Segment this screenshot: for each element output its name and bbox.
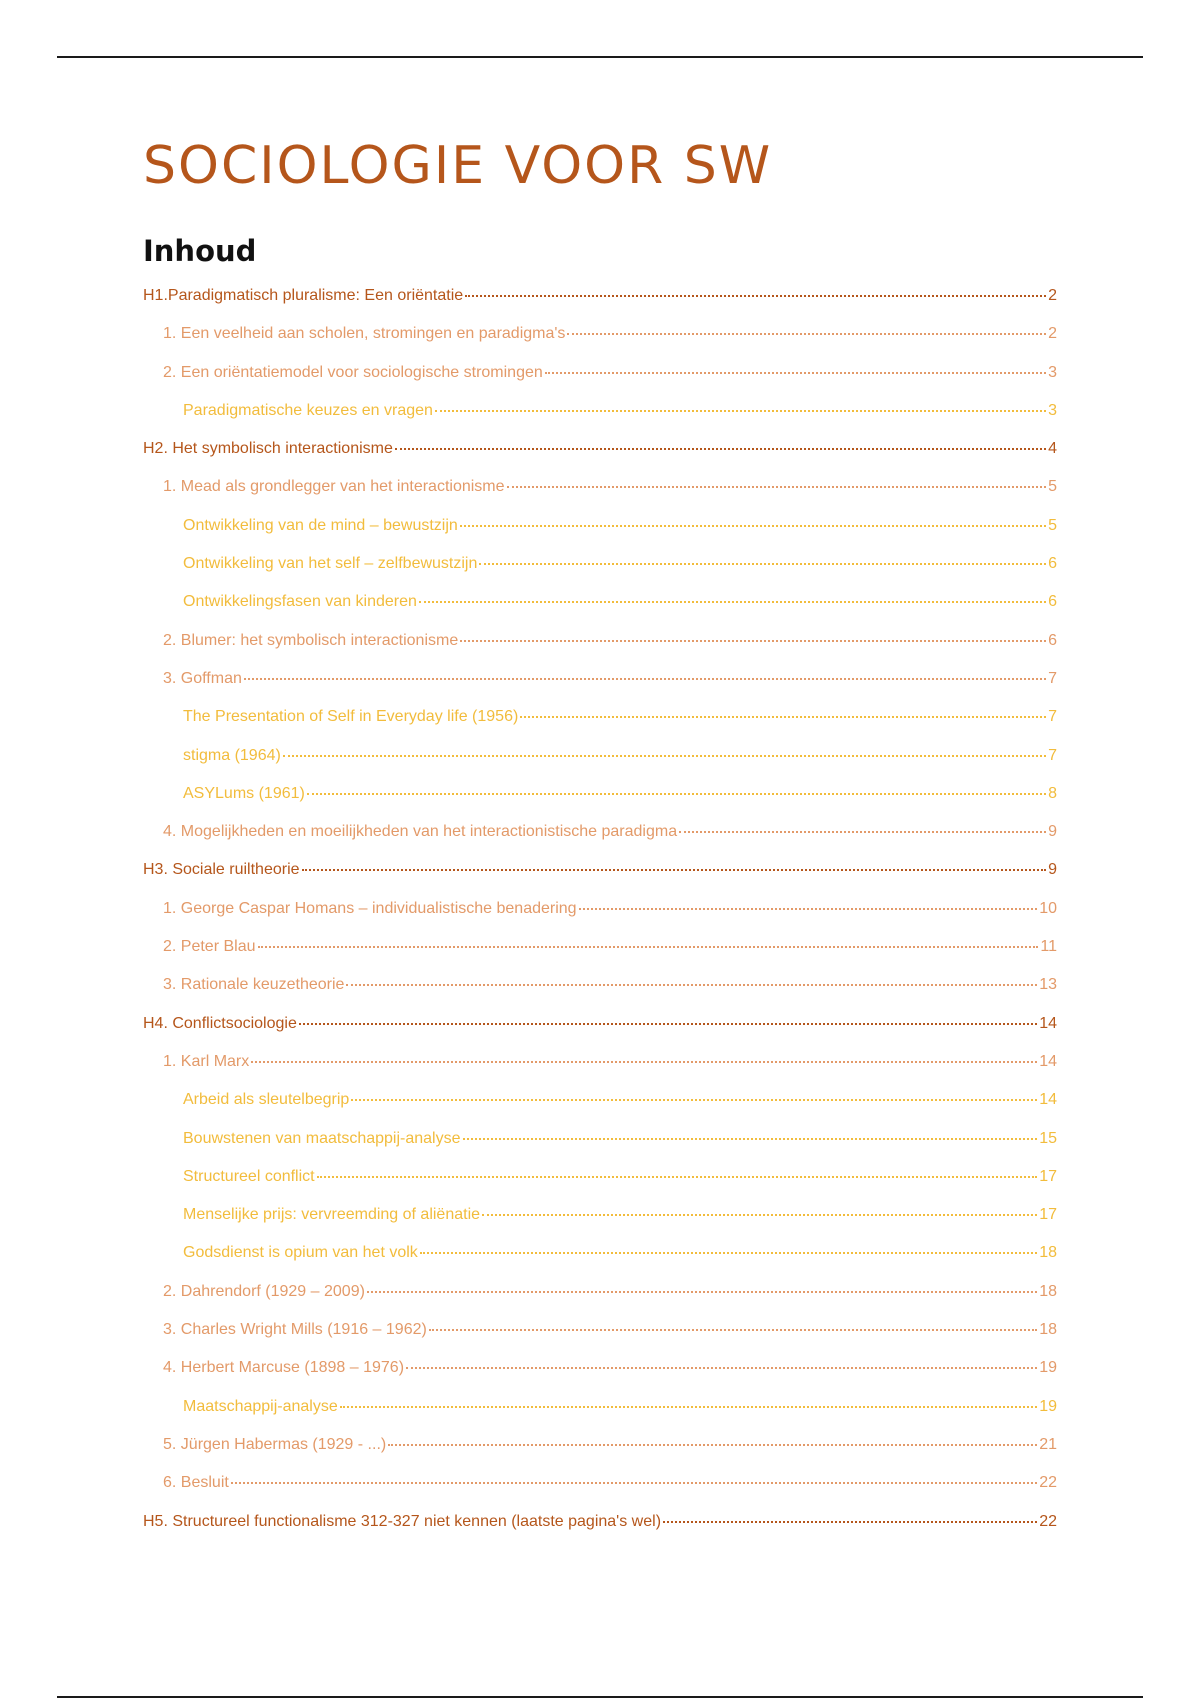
toc-entry[interactable] xyxy=(143,632,1057,670)
toc-entry-title: 1. George Caspar Homans – individualistische benadering xyxy=(163,899,577,917)
toc-entry-title: H4. Conflictsociologie xyxy=(143,1014,297,1032)
toc-dot-leader xyxy=(435,410,1046,412)
toc-entry-title: 1. Een veelheid aan scholen, stromingen en paradigma's xyxy=(163,325,566,343)
toc-dot-leader xyxy=(545,372,1046,374)
toc-entry-title: 1. Karl Marx xyxy=(163,1052,250,1070)
toc-entry-title: 4. Herbert Marcuse (1898 – 1976) xyxy=(163,1359,405,1377)
toc-dot-leader xyxy=(406,1367,1037,1369)
toc-page-number: 14 xyxy=(1039,1052,1057,1070)
toc-entry[interactable] xyxy=(143,1321,1057,1359)
toc-page-number: 17 xyxy=(1039,1167,1057,1185)
toc-dot-leader xyxy=(567,333,1046,335)
toc-page-number: 19 xyxy=(1039,1397,1057,1415)
toc-entry[interactable] xyxy=(143,287,1057,325)
toc-entry-title: ASYLums (1961) xyxy=(183,784,305,802)
toc-entry[interactable] xyxy=(143,1206,1057,1244)
toc-dot-leader xyxy=(507,486,1047,488)
toc-entry-title: 3. Rationale keuzetheorie xyxy=(163,976,345,994)
toc-page-number: 9 xyxy=(1048,861,1057,879)
toc-entry-title: stigma (1964) xyxy=(183,746,281,764)
toc-page-number: 13 xyxy=(1039,976,1057,994)
toc-dot-leader xyxy=(299,1023,1037,1025)
toc-entry-title: H1.Paradigmatisch pluralisme: Een oriëntatie xyxy=(143,287,464,304)
toc-page-number: 6 xyxy=(1048,593,1057,611)
toc-page-number: 5 xyxy=(1048,478,1057,496)
toc-dot-leader xyxy=(283,755,1046,757)
toc-dot-leader xyxy=(307,793,1046,795)
toc-dot-leader xyxy=(460,525,1046,527)
toc-dot-leader xyxy=(420,1252,1037,1254)
toc-page-number: 15 xyxy=(1039,1129,1057,1147)
toc-entry-title: 2. Blumer: het symbolisch interactionisme xyxy=(163,631,459,649)
toc-page-number: 18 xyxy=(1039,1244,1057,1262)
toc-entry[interactable] xyxy=(143,1474,1057,1512)
toc-entry-title: Ontwikkeling van de mind – bewustzijn xyxy=(183,516,458,534)
toc-entry[interactable] xyxy=(143,1513,1057,1551)
toc-page-number: 3 xyxy=(1048,401,1057,419)
toc-entry[interactable] xyxy=(143,1398,1057,1436)
toc-entry-title: 6. Besluit xyxy=(163,1474,229,1492)
toc-page-number: 2 xyxy=(1048,287,1057,304)
toc-page-number: 3 xyxy=(1048,363,1057,381)
toc-dot-leader xyxy=(258,946,1039,948)
toc-dot-leader xyxy=(340,1406,1037,1408)
toc-entry[interactable] xyxy=(143,517,1057,555)
toc-entry[interactable] xyxy=(143,555,1057,593)
toc-page-number: 11 xyxy=(1040,938,1057,956)
toc-entry[interactable] xyxy=(143,364,1057,402)
toc-entry-title: H5. Structureel functionalisme 312-327 niet kennen (laatste pagina's wel) xyxy=(143,1512,662,1530)
toc-entry-title: Paradigmatische keuzes en vragen xyxy=(183,401,433,419)
toc-entry[interactable] xyxy=(143,976,1057,1014)
toc-entry-title: 2. Peter Blau xyxy=(163,938,256,956)
toc-entry-title: H3. Sociale ruiltheorie xyxy=(143,861,300,879)
toc-entry[interactable] xyxy=(143,670,1057,708)
toc-page-number: 22 xyxy=(1039,1512,1057,1530)
toc-dot-leader xyxy=(251,1061,1037,1063)
toc-entry-title: Arbeid als sleutelbegrip xyxy=(183,1091,350,1109)
toc-dot-leader xyxy=(465,295,1046,297)
toc-page-number: 7 xyxy=(1048,708,1057,726)
table-of-contents xyxy=(143,287,1057,1551)
toc-entry-title: Godsdienst is opium van het volk xyxy=(183,1244,418,1262)
toc-dot-leader xyxy=(460,640,1046,642)
toc-entry-title: 3. Charles Wright Mills (1916 – 1962) xyxy=(163,1321,427,1339)
toc-entry[interactable] xyxy=(143,1053,1057,1091)
toc-heading: Inhoud xyxy=(143,234,257,268)
toc-entry-title: 3. Goffman xyxy=(163,669,242,687)
toc-page-number: 9 xyxy=(1048,823,1057,841)
toc-entry[interactable] xyxy=(143,785,1057,823)
toc-entry[interactable] xyxy=(143,440,1057,478)
toc-dot-leader xyxy=(429,1329,1037,1331)
toc-page-number: 18 xyxy=(1039,1282,1057,1300)
toc-entry-title: Structureel conflict xyxy=(183,1167,315,1185)
toc-page-number: 19 xyxy=(1039,1359,1057,1377)
toc-entry[interactable] xyxy=(143,402,1057,440)
toc-entry[interactable] xyxy=(143,1244,1057,1282)
toc-page-number: 17 xyxy=(1039,1206,1057,1224)
page-top-rule xyxy=(57,56,1143,58)
toc-entry-title: H2. Het symbolisch interactionisme xyxy=(143,440,393,458)
toc-entry[interactable] xyxy=(143,1015,1057,1053)
toc-dot-leader xyxy=(463,1138,1038,1140)
toc-page-number: 7 xyxy=(1048,746,1057,764)
toc-dot-leader xyxy=(367,1291,1037,1293)
toc-page-number: 18 xyxy=(1039,1321,1057,1339)
toc-dot-leader xyxy=(520,716,1046,718)
toc-entry[interactable] xyxy=(143,593,1057,631)
toc-entry[interactable] xyxy=(143,938,1057,976)
toc-entry-title: 5. Jürgen Habermas (1929 - ...) xyxy=(163,1435,387,1453)
toc-dot-leader xyxy=(388,1444,1037,1446)
toc-page-number: 8 xyxy=(1048,784,1057,802)
toc-dot-leader xyxy=(244,678,1046,680)
toc-entry-title: Maatschappij-analyse xyxy=(183,1397,338,1415)
toc-entry[interactable] xyxy=(143,823,1057,861)
toc-entry-title: 1. Mead als grondlegger van het interactionisme xyxy=(163,478,505,496)
toc-entry-title: 2. Dahrendorf (1929 – 2009) xyxy=(163,1282,365,1300)
toc-entry[interactable] xyxy=(143,708,1057,746)
toc-dot-leader xyxy=(302,869,1047,871)
toc-entry[interactable] xyxy=(143,325,1057,363)
toc-dot-leader xyxy=(663,1521,1037,1523)
toc-entry[interactable] xyxy=(143,1091,1057,1129)
toc-page-number: 10 xyxy=(1039,899,1057,917)
toc-entry[interactable] xyxy=(143,1283,1057,1321)
toc-entry[interactable] xyxy=(143,900,1057,938)
toc-entry-title: Menselijke prijs: vervreemding of aliënatie xyxy=(183,1206,481,1224)
toc-dot-leader xyxy=(231,1482,1037,1484)
toc-page-number: 7 xyxy=(1048,669,1057,687)
toc-page-number: 6 xyxy=(1048,555,1057,573)
toc-page-number: 4 xyxy=(1048,440,1057,458)
toc-dot-leader xyxy=(579,908,1038,910)
toc-entry-title: 2. Een oriëntatiemodel voor sociologische stromingen xyxy=(163,363,543,381)
toc-entry[interactable] xyxy=(143,1130,1057,1168)
toc-dot-leader xyxy=(679,831,1046,833)
toc-dot-leader xyxy=(351,1099,1037,1101)
toc-entry-title: Bouwstenen van maatschappij-analyse xyxy=(183,1129,461,1147)
toc-page-number: 6 xyxy=(1048,631,1057,649)
toc-dot-leader xyxy=(346,984,1037,986)
toc-page-number: 22 xyxy=(1039,1474,1057,1492)
toc-dot-leader xyxy=(479,563,1046,565)
toc-dot-leader xyxy=(419,601,1046,603)
toc-entry-title: 4. Mogelijkheden en moeilijkheden van het interactionistische paradigma xyxy=(163,823,678,841)
toc-entry-title: The Presentation of Self in Everyday life (1956) xyxy=(183,708,519,726)
toc-entry[interactable] xyxy=(143,1168,1057,1206)
toc-entry[interactable] xyxy=(143,478,1057,516)
toc-page-number: 21 xyxy=(1039,1435,1057,1453)
toc-page-number: 2 xyxy=(1048,325,1057,343)
toc-page-number: 5 xyxy=(1048,516,1057,534)
toc-dot-leader xyxy=(395,448,1046,450)
toc-dot-leader xyxy=(482,1214,1037,1216)
toc-entry-title: Ontwikkelingsfasen van kinderen xyxy=(183,593,417,611)
toc-page-number: 14 xyxy=(1039,1014,1057,1032)
document-title: SOCIOLOGIE VOOR SW xyxy=(143,136,773,196)
toc-entry[interactable] xyxy=(143,747,1057,785)
toc-entry[interactable] xyxy=(143,1436,1057,1474)
toc-page-number: 14 xyxy=(1039,1091,1057,1109)
toc-entry-title: Ontwikkeling van het self – zelfbewustzijn xyxy=(183,555,478,573)
page-bottom-rule xyxy=(57,1696,1143,1698)
toc-dot-leader xyxy=(317,1176,1038,1178)
toc-entry[interactable] xyxy=(143,861,1057,899)
toc-entry[interactable] xyxy=(143,1359,1057,1397)
